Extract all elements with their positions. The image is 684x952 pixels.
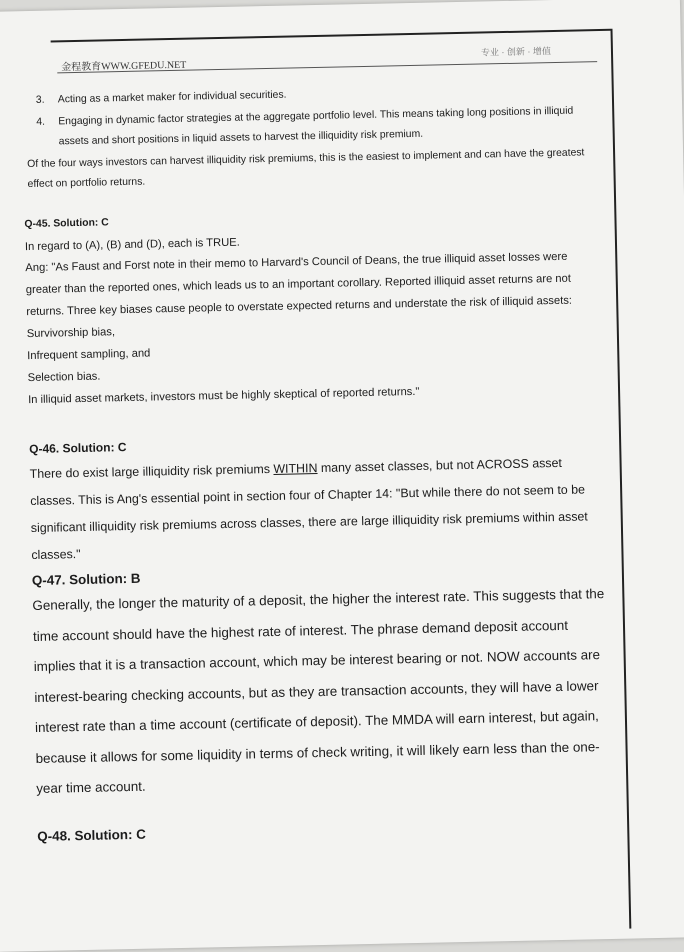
header-tagline: 专业 · 创新 · 增值 — [480, 46, 552, 58]
q46-text — [29, 449, 611, 569]
q47-text: Generally, the longer the maturity of a deposit, the higher the interest rate. This suggests that the time account should have the highest rate of interest. The phrase demand deposit account implies that it is a transaction account, which may be interest bearing or not. NOW accounts are interest-bearing checking accounts, but as they are transaction accounts, they will have a lower interest rate than a time account (certificate of deposit). The MMDA will earn interest, but again, because it allows for some liquidity in terms of check writing, it will likely earn less than the one-year time account. — [32, 586, 605, 796]
list-number: 3. — [35, 94, 45, 106]
q45-closing: In illiquid asset markets, investors must be highly skeptical of reported returns." — [28, 385, 420, 407]
q45-bias-2: Infrequent sampling, and — [27, 347, 151, 363]
q46-text-part2: many asset classes, but not ACROSS asset classes. This is Ang's essential point in section four of Chapter 14: "But while there do not seem to be significant illiquidity risk premiums across classes, there are large illiquidity risk premiums within asset classes." — [30, 455, 588, 563]
list-text: Engaging in dynamic factor strategies at the aggregate portfolio level. This means taking long positions in illiquid assets and short positions in liquid assets to harvest the illiquidity risk premium. — [58, 105, 574, 148]
q46-emphasis: WITHIN — [273, 461, 318, 476]
list-text: Acting as a market maker for individual securities. — [57, 89, 287, 106]
q46-text-part1: There do exist large illiquidity risk premiums — [29, 461, 274, 482]
q45-quote: Ang: "As Faust and Forst note in their memo to Harvard's Council of Deans, the true illiquid asset losses were greater than the reported ones, which leads us to an important corollary. Reported illiquid asset returns are not returns. Three key biases cause people to overstate expected returns and understate the risk of illiquid assets: — [25, 250, 573, 319]
q46-heading: Q-46. Solution: C — [29, 440, 127, 457]
q45-bias-1: Survivorship bias, — [26, 326, 116, 341]
numbered-list — [22, 79, 603, 153]
list-number: 4. — [36, 116, 46, 128]
document-content — [22, 79, 618, 846]
q48-heading: Q-48. Solution: C — [37, 826, 147, 844]
q45-bias-3: Selection bias. — [27, 370, 101, 385]
q45-line1: In regard to (A), (B) and (D), each is TRUE. — [24, 236, 240, 254]
list-summary: Of the four ways investors can harvest illiquidity risk premiums, this is the easiest to implement and can have the greatest effect on portfolio returns. — [27, 147, 585, 191]
q47-heading: Q-47. Solution: B — [31, 570, 141, 589]
header-site: 金程教育WWW.GFEDU.NET — [61, 59, 187, 74]
page-border-top — [51, 29, 611, 43]
q45-heading: Q-45. Solution: C — [24, 217, 109, 231]
